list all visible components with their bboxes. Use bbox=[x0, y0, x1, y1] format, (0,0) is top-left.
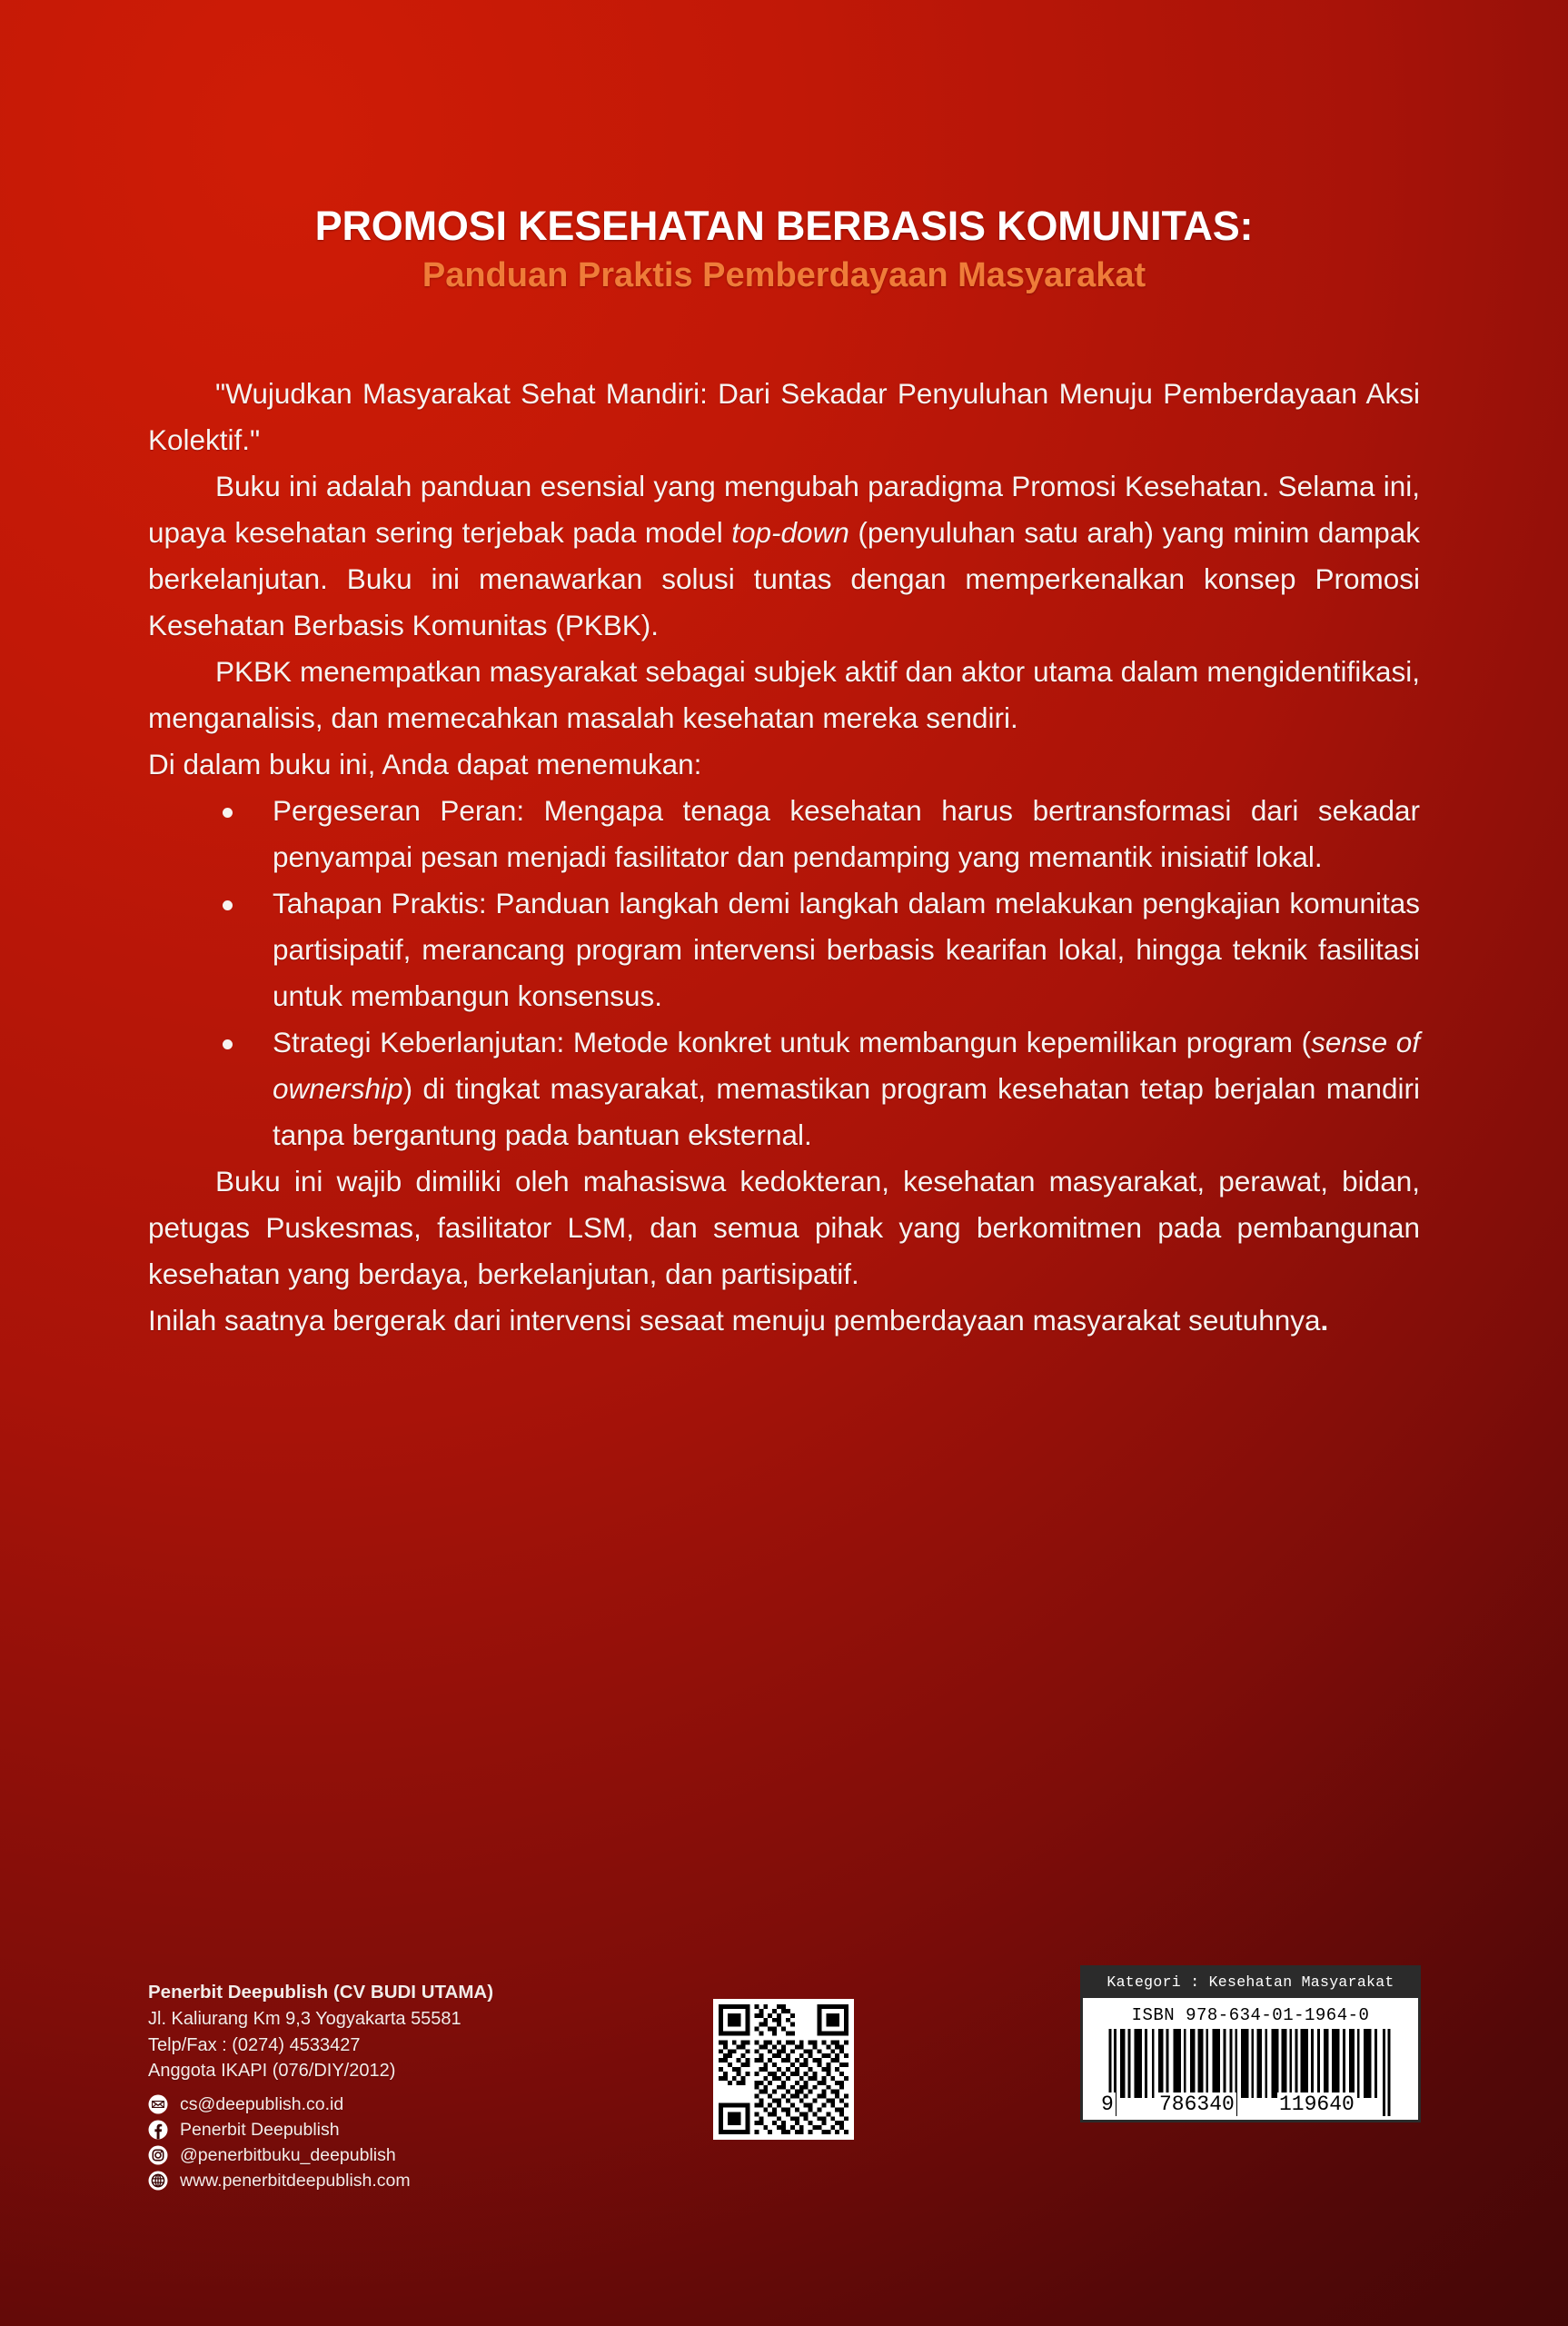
paragraph-4-text: Inilah saatnya bergerak dari intervensi sesaat menuju pemberdayaan masyarakat seutuhnya bbox=[148, 1304, 1321, 1337]
qr-code[interactable] bbox=[713, 1999, 854, 2140]
contact-value-website[interactable]: www.penerbitdeepublish.com bbox=[180, 2170, 411, 2191]
contact-value-facebook[interactable]: Penerbit Deepublish bbox=[180, 2119, 340, 2140]
publisher-name: Penerbit Deepublish (CV BUDI UTAMA) bbox=[148, 1982, 494, 2003]
instagram-icon bbox=[148, 2145, 168, 2165]
list-item-text: Tahapan Praktis: Panduan langkah demi langkah dalam melakukan pengkajian komunitas partisipatif, merancang program intervensi berbasis kearifan lokal, hingga teknik fasilitasi untuk membangun konsensus. bbox=[273, 887, 1420, 1013]
blurb-paragraph-1 bbox=[148, 463, 1420, 649]
paragraph-1-part-a: Buku ini adalah panduan esensial yang mengubah paradigma Promosi Kesehatan. Selama ini, upaya kesehatan sering terjebak pada model bbox=[148, 470, 1420, 550]
qr-code-image bbox=[719, 2004, 849, 2134]
list-item-italic-term: sense of ownership bbox=[273, 1026, 1420, 1106]
page-title: PROMOSI KESEHATAN BERBASIS KOMUNITAS: bbox=[314, 203, 1254, 249]
publisher-contact-list bbox=[148, 2092, 711, 2193]
facebook-icon bbox=[148, 2120, 168, 2140]
barcode-panel bbox=[1080, 1965, 1421, 2122]
list-item bbox=[148, 1019, 1420, 1158]
page-subtitle: Panduan Praktis Pemberdayaan Masyarakat bbox=[422, 256, 1146, 295]
contact-row-instagram bbox=[148, 2142, 711, 2168]
contact-row-facebook bbox=[148, 2117, 711, 2142]
bullet-dot-icon bbox=[223, 900, 233, 910]
barcode-area bbox=[1083, 1998, 1418, 2120]
list-item bbox=[148, 880, 1420, 1019]
barcode-left-digits: 786340 bbox=[1159, 2092, 1235, 2116]
paragraph-4-end-mark: . bbox=[1320, 1304, 1329, 1337]
paragraph-1-italic-term: top-down bbox=[731, 516, 849, 550]
title-block bbox=[0, 202, 1568, 297]
publisher-info bbox=[148, 1979, 711, 2193]
list-item-text: Pergeseran Peran: Mengapa tenaga kesehatan harus bertransformasi dari sekadar penyampai pesan menjadi fasilitator dan pendamping yang memantik inisiatif lokal. bbox=[273, 794, 1420, 874]
contact-value-instagram[interactable]: @penerbitbuku_deepublish bbox=[180, 2144, 396, 2165]
contact-value-email[interactable]: cs@deepublish.co.id bbox=[180, 2093, 344, 2114]
blurb-quote: "Wujudkan Masyarakat Sehat Mandiri: Dari Sekadar Penyuluhan Menuju Pemberdayaan Aksi Kolektif." bbox=[148, 377, 1420, 457]
barcode-right-digits: 119640 bbox=[1279, 2092, 1355, 2116]
publisher-address: Jl. Kaliurang Km 9,3 Yogyakarta 55581 bbox=[148, 2009, 461, 2030]
barcode-digit-row bbox=[1099, 2089, 1402, 2116]
list-item-text-b: ) di tingkat masyarakat, memastikan program kesehatan tetap berjalan mandiri tanpa bergantung pada bantuan eksternal. bbox=[273, 1072, 1420, 1152]
publisher-phone: Telp/Fax : (0274) 4533427 bbox=[148, 2034, 361, 2055]
blurb-list-intro: Di dalam buku ini, Anda dapat menemukan: bbox=[148, 748, 702, 781]
blurb-paragraph-4 bbox=[148, 1297, 1420, 1344]
blurb-body bbox=[148, 371, 1420, 1344]
paragraph-1-part-b: (penyuluhan satu arah) yang minim dampak berkelanjutan. Buku ini menawarkan solusi tuntas dengan memperkenalkan konsep Promosi Kesehatan Berbasis Komunitas (PKBK). bbox=[148, 516, 1420, 642]
contact-row-email bbox=[148, 2092, 711, 2117]
bullet-dot-icon bbox=[223, 808, 233, 818]
barcode-lead-digit: 9 bbox=[1101, 2092, 1114, 2116]
publisher-ikapi: Anggota IKAPI (076/DIY/2012) bbox=[148, 2060, 396, 2081]
email-icon bbox=[148, 2094, 168, 2114]
category-label: Kategori : Kesehatan Masyarakat bbox=[1107, 1973, 1394, 1991]
website-icon bbox=[148, 2171, 168, 2191]
isbn-text: ISBN 978-634-01-1964-0 bbox=[1131, 2005, 1370, 2025]
blurb-paragraph-2: PKBK menempatkan masyarakat sebagai subjek aktif dan aktor utama dalam mengidentifikasi, menganalisis, dan memecahkan masalah kesehatan mereka sendiri. bbox=[148, 655, 1420, 735]
list-item-text-a: Strategi Keberlanjutan: Metode konkret untuk membangun kepemilikan program ( bbox=[273, 1026, 1312, 1059]
contact-row-website bbox=[148, 2168, 711, 2193]
feature-list bbox=[148, 788, 1420, 1158]
list-item bbox=[148, 788, 1420, 880]
blurb-paragraph-3: Buku ini wajib dimiliki oleh mahasiswa kedokteran, kesehatan masyarakat, perawat, bidan, petugas Puskesmas, fasilitator LSM, dan semua pihak yang berkomitmen pada pembangunan kesehatan yang berdaya, berkelanjutan, dan partisipatif. bbox=[148, 1165, 1420, 1291]
bullet-dot-icon bbox=[223, 1039, 233, 1049]
